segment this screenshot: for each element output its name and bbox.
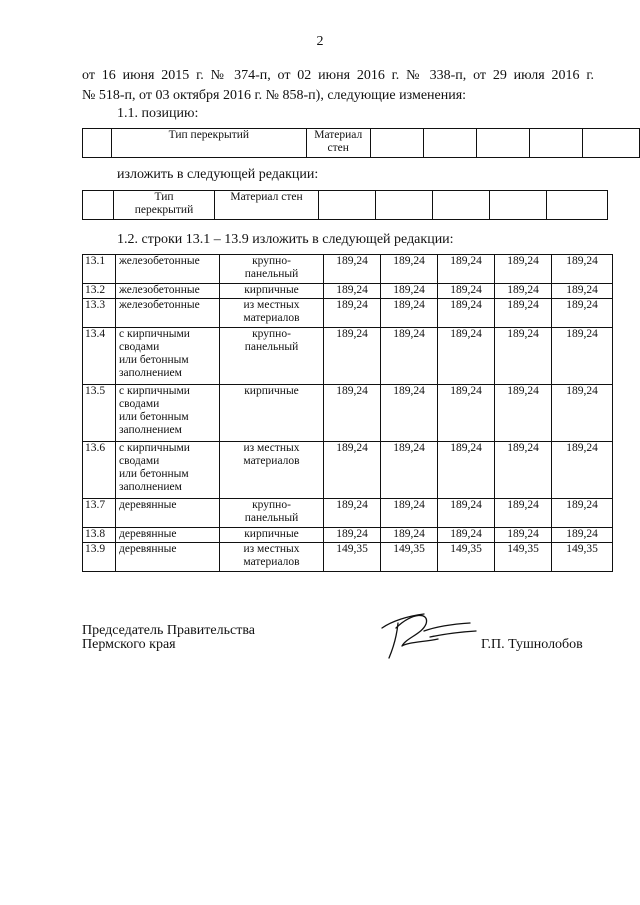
wall-material-line: крупно-: [252, 499, 291, 511]
floor-type-cell: [116, 255, 220, 284]
table-row: [83, 328, 613, 385]
t2-empty-cell: [376, 191, 433, 220]
floor-type-line: железобетонные: [119, 299, 200, 311]
floor-type-line: или бетонным: [119, 468, 189, 480]
t1-header-type: Тип перекрытий: [111, 129, 306, 158]
wall-material-line: панельный: [244, 341, 299, 353]
rate-value: 189,24: [381, 385, 438, 442]
t2-header-material: Материал стен: [215, 191, 319, 220]
new-edition-label: изложить в следующей редакции:: [117, 167, 319, 182]
row-number: 13.3: [83, 299, 116, 328]
rate-value: 189,24: [495, 255, 552, 284]
wall-material-line: кирпичные: [244, 284, 299, 296]
handwritten-signature: [376, 604, 480, 664]
t2-empty-cell: [319, 191, 376, 220]
intro-line-1: от 16 июня 2015 г. № 374-п, от 02 июня 2016 г. № 338-п, от 29 июля 2016 г.: [82, 68, 594, 83]
table-row: [83, 442, 613, 499]
t1-header-material-line2: стен: [327, 142, 349, 154]
floor-type-line: железобетонные: [119, 284, 200, 296]
rate-value: 189,24: [495, 385, 552, 442]
rate-value: 189,24: [495, 528, 552, 543]
table-row: [83, 528, 613, 543]
rate-value: 149,35: [381, 543, 438, 572]
wall-material-line: крупно-: [252, 255, 291, 267]
rate-value: 189,24: [381, 255, 438, 284]
rate-value: 189,24: [324, 328, 381, 385]
wall-material-cell: [220, 284, 324, 299]
floor-type-cell: [116, 328, 220, 385]
wall-material-cell: [220, 299, 324, 328]
rate-value: 189,24: [438, 299, 495, 328]
rate-value: 189,24: [381, 284, 438, 299]
intro-line-2: № 518-п, от 03 октября 2016 г. № 858-п), следующие изменения:: [82, 88, 467, 103]
signatory-name: Г.П. Тушнолобов: [481, 637, 583, 652]
rate-value: 149,35: [552, 543, 613, 572]
floor-type-line: деревянные: [119, 499, 177, 511]
t2-header-type-line2: перекрытий: [134, 204, 194, 216]
floor-type-cell: [116, 299, 220, 328]
floor-type-line: заполнением: [119, 367, 182, 379]
rate-value: 189,24: [552, 442, 613, 499]
old-position-table: [82, 128, 640, 158]
row-number: 13.1: [83, 255, 116, 284]
floor-type-cell: [116, 499, 220, 528]
rate-value: 189,24: [438, 284, 495, 299]
rate-value: 189,24: [495, 299, 552, 328]
rate-value: 189,24: [552, 528, 613, 543]
table-row: [83, 284, 613, 299]
wall-material-cell: [220, 385, 324, 442]
wall-material-cell: [220, 255, 324, 284]
rate-value: 189,24: [324, 442, 381, 499]
floor-type-cell: [116, 284, 220, 299]
rate-value: 189,24: [324, 499, 381, 528]
floor-type-line: с кирпичными: [119, 385, 190, 397]
table-row: [83, 543, 613, 572]
wall-material-line: кирпичные: [244, 528, 299, 540]
t1-empty-cell: [370, 129, 423, 158]
wall-material-line: кирпичные: [244, 385, 299, 397]
floor-type-line: деревянные: [119, 528, 177, 540]
t1-header-material: [306, 129, 370, 158]
rate-value: 189,24: [438, 328, 495, 385]
rate-value: 189,24: [438, 255, 495, 284]
floor-type-line: сводами: [119, 455, 160, 467]
signatory-title-line2: Пермского края: [82, 637, 176, 652]
signatory-title-line1: Председатель Правительства: [82, 623, 255, 638]
table-row: [83, 499, 613, 528]
wall-material-cell: [220, 499, 324, 528]
floor-type-cell: [116, 442, 220, 499]
rate-value: 149,35: [324, 543, 381, 572]
rate-value: 189,24: [495, 284, 552, 299]
wall-material-line: материалов: [243, 556, 300, 568]
t1-empty-cell: [476, 129, 529, 158]
rate-value: 189,24: [381, 499, 438, 528]
t1-empty-cell: [530, 129, 583, 158]
rate-value: 149,35: [495, 543, 552, 572]
wall-material-line: из местных: [243, 299, 300, 311]
rate-value: 189,24: [381, 299, 438, 328]
t2-empty-cell: [547, 191, 608, 220]
table-row: [83, 299, 613, 328]
rate-value: 189,24: [495, 442, 552, 499]
rate-value: 189,24: [552, 299, 613, 328]
rate-value: 189,24: [381, 328, 438, 385]
wall-material-cell: [220, 328, 324, 385]
row-number: 13.2: [83, 284, 116, 299]
new-position-table: [82, 190, 608, 220]
item-1-2-heading: 1.2. строки 13.1 – 13.9 изложить в следующей редакции:: [117, 232, 454, 247]
t2-header-type: [114, 191, 215, 220]
floor-type-line: сводами: [119, 341, 160, 353]
floor-type-line: заполнением: [119, 424, 182, 436]
row-number: 13.9: [83, 543, 116, 572]
wall-material-line: крупно-: [252, 328, 291, 340]
rate-value: 189,24: [324, 299, 381, 328]
wall-material-line: из местных: [243, 543, 300, 555]
rate-value: 189,24: [324, 255, 381, 284]
signature-stroke: [430, 631, 476, 637]
wall-material-line: материалов: [243, 312, 300, 324]
floor-type-line: или бетонным: [119, 354, 189, 366]
row-number: 13.5: [83, 385, 116, 442]
t2-header-type-line1: Тип: [154, 191, 174, 203]
rate-value: 189,24: [552, 328, 613, 385]
rate-value: 189,24: [495, 499, 552, 528]
wall-material-cell: [220, 543, 324, 572]
rate-value: 189,24: [495, 328, 552, 385]
wall-material-line: материалов: [243, 455, 300, 467]
floor-type-cell: [116, 543, 220, 572]
rate-value: 189,24: [552, 499, 613, 528]
signature-stroke: [424, 623, 470, 631]
row-number: 13.4: [83, 328, 116, 385]
t1-empty-cell: [583, 129, 640, 158]
rate-value: 189,24: [324, 528, 381, 543]
signature-stroke: [396, 615, 438, 646]
signatory-title: [82, 624, 255, 652]
wall-material-line: из местных: [243, 442, 300, 454]
row-number: 13.8: [83, 528, 116, 543]
t2-blank-cell: [83, 191, 114, 220]
floor-type-line: заполнением: [119, 481, 182, 493]
rate-value: 189,24: [438, 499, 495, 528]
table-row: [83, 385, 613, 442]
wall-material-line: панельный: [244, 268, 299, 280]
rate-value: 189,24: [438, 442, 495, 499]
t1-blank-cell: [83, 129, 112, 158]
row-number: 13.6: [83, 442, 116, 499]
rate-value: 189,24: [324, 385, 381, 442]
floor-type-line: железобетонные: [119, 255, 200, 267]
rate-value: 189,24: [552, 385, 613, 442]
item-1-1-heading: 1.1. позицию:: [117, 106, 199, 121]
floor-type-line: деревянные: [119, 543, 177, 555]
rate-value: 189,24: [381, 528, 438, 543]
page-number: 2: [316, 34, 324, 49]
rate-value: 189,24: [438, 528, 495, 543]
floor-type-line: или бетонным: [119, 411, 189, 423]
row-number: 13.7: [83, 499, 116, 528]
floor-type-line: с кирпичными: [119, 328, 190, 340]
rate-value: 189,24: [438, 385, 495, 442]
rate-value: 189,24: [381, 442, 438, 499]
wall-material-cell: [220, 528, 324, 543]
wall-material-line: панельный: [244, 512, 299, 524]
rate-value: 149,35: [438, 543, 495, 572]
rows-table: [82, 254, 613, 572]
floor-type-line: сводами: [119, 398, 160, 410]
intro-paragraph: [82, 66, 594, 106]
floor-type-line: с кирпичными: [119, 442, 190, 454]
t2-empty-cell: [433, 191, 490, 220]
wall-material-cell: [220, 442, 324, 499]
t2-empty-cell: [490, 191, 547, 220]
floor-type-cell: [116, 385, 220, 442]
rate-value: 189,24: [552, 284, 613, 299]
table-row: [83, 255, 613, 284]
rate-value: 189,24: [324, 284, 381, 299]
floor-type-cell: [116, 528, 220, 543]
t1-header-material-line1: Материал: [314, 129, 363, 141]
rate-value: 189,24: [552, 255, 613, 284]
t1-empty-cell: [423, 129, 476, 158]
